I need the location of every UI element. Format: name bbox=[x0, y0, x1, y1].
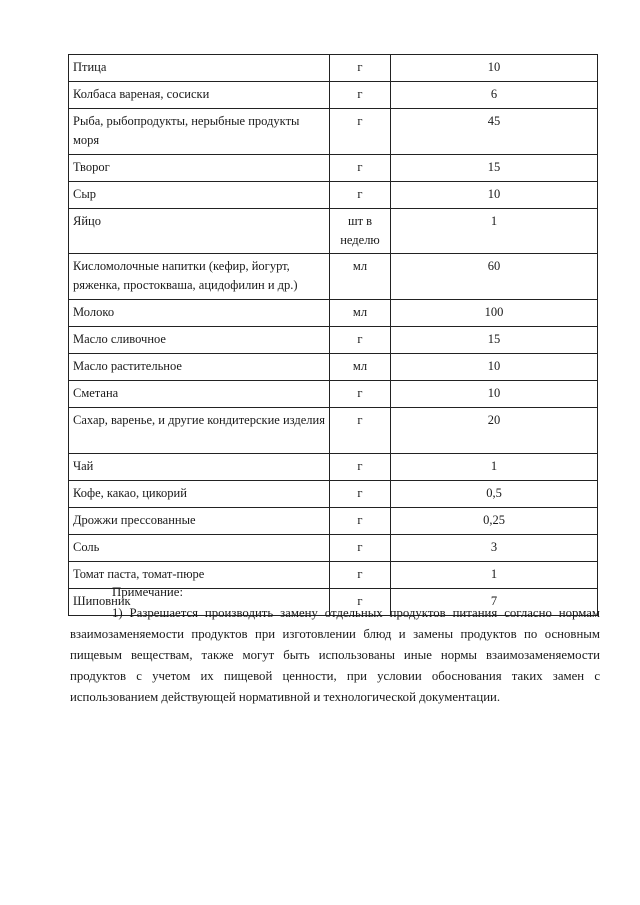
value-cell: 7 bbox=[391, 589, 598, 616]
table-row bbox=[69, 381, 598, 408]
unit-cell: г bbox=[330, 109, 391, 155]
product-name-cell: Колбаса вареная, сосиски bbox=[69, 82, 330, 109]
product-name-cell: Яйцо bbox=[69, 209, 330, 254]
unit-cell: г bbox=[330, 508, 391, 535]
notes-title: Примечание: bbox=[112, 585, 183, 599]
table-row bbox=[69, 408, 598, 454]
unit-cell: г bbox=[330, 327, 391, 354]
table-row bbox=[69, 82, 598, 109]
product-name-cell: Рыба, рыбопродукты, нерыбные продукты моря bbox=[69, 109, 330, 155]
product-name-cell: Шиповник bbox=[69, 589, 330, 616]
table-row bbox=[69, 182, 598, 209]
product-name-cell: Соль bbox=[69, 535, 330, 562]
value-cell: 1 bbox=[391, 562, 598, 589]
product-name-cell: Молоко bbox=[69, 300, 330, 327]
unit-cell: шт в неделю bbox=[330, 209, 391, 254]
unit-cell: г bbox=[330, 155, 391, 182]
value-cell: 1 bbox=[391, 454, 598, 481]
value-cell: 10 bbox=[391, 381, 598, 408]
value-cell: 100 bbox=[391, 300, 598, 327]
value-cell: 15 bbox=[391, 327, 598, 354]
table-row bbox=[69, 254, 598, 300]
value-cell: 45 bbox=[391, 109, 598, 155]
unit-cell: г bbox=[330, 535, 391, 562]
table-row bbox=[69, 55, 598, 82]
unit-cell: г bbox=[330, 454, 391, 481]
table-row bbox=[69, 354, 598, 381]
product-name-cell: Птица bbox=[69, 55, 330, 82]
unit-cell: г bbox=[330, 481, 391, 508]
unit-cell: г bbox=[330, 82, 391, 109]
product-name-cell: Сахар, варенье, и другие кондитерские изделия bbox=[69, 408, 330, 454]
product-name-cell: Творог bbox=[69, 155, 330, 182]
unit-cell: мл bbox=[330, 354, 391, 381]
unit-cell: мл bbox=[330, 254, 391, 300]
value-cell: 20 bbox=[391, 408, 598, 454]
notes-paragraph: 1) Разрешается производить замену отдельных продуктов питания согласно нормам взаимозаменяемости продуктов при изготовлении блюд и замены продуктов по основным пищевым веществам, также могут быть использованы иные нормы взаимозаменяемости продуктов с учетом их пищевой ценности, при условии обоснования таких замен с использованием действующей нормативной и технологической документации. bbox=[70, 606, 600, 704]
product-name-cell: Масло растительное bbox=[69, 354, 330, 381]
unit-cell: г bbox=[330, 182, 391, 209]
table-row bbox=[69, 454, 598, 481]
value-cell: 10 bbox=[391, 182, 598, 209]
product-name-cell: Сыр bbox=[69, 182, 330, 209]
product-name-cell: Масло сливочное bbox=[69, 327, 330, 354]
table-row bbox=[69, 155, 598, 182]
table-row bbox=[69, 535, 598, 562]
table-row bbox=[69, 481, 598, 508]
product-name-cell: Чай bbox=[69, 454, 330, 481]
table-row bbox=[69, 209, 598, 254]
value-cell: 6 bbox=[391, 82, 598, 109]
table-row bbox=[69, 327, 598, 354]
product-name-cell: Кофе, какао, цикорий bbox=[69, 481, 330, 508]
product-name-cell: Кисломолочные напитки (кефир, йогурт, ряженка, простокваша, ацидофилин и др.) bbox=[69, 254, 330, 300]
unit-cell: г bbox=[330, 55, 391, 82]
table-row bbox=[69, 109, 598, 155]
value-cell: 10 bbox=[391, 354, 598, 381]
value-cell: 10 bbox=[391, 55, 598, 82]
product-name-cell: Дрожжи прессованные bbox=[69, 508, 330, 535]
unit-cell: г bbox=[330, 562, 391, 589]
table-row bbox=[69, 508, 598, 535]
unit-cell: г bbox=[330, 408, 391, 454]
unit-cell: г bbox=[330, 381, 391, 408]
value-cell: 0,25 bbox=[391, 508, 598, 535]
value-cell: 60 bbox=[391, 254, 598, 300]
food-norms-table bbox=[68, 54, 598, 616]
product-name-cell: Сметана bbox=[69, 381, 330, 408]
value-cell: 1 bbox=[391, 209, 598, 254]
product-name-cell: Томат паста, томат-пюре bbox=[69, 562, 330, 589]
notes-section bbox=[70, 582, 600, 708]
table-row bbox=[69, 300, 598, 327]
unit-cell: мл bbox=[330, 300, 391, 327]
value-cell: 15 bbox=[391, 155, 598, 182]
value-cell: 0,5 bbox=[391, 481, 598, 508]
unit-cell: г bbox=[330, 589, 391, 616]
value-cell: 3 bbox=[391, 535, 598, 562]
